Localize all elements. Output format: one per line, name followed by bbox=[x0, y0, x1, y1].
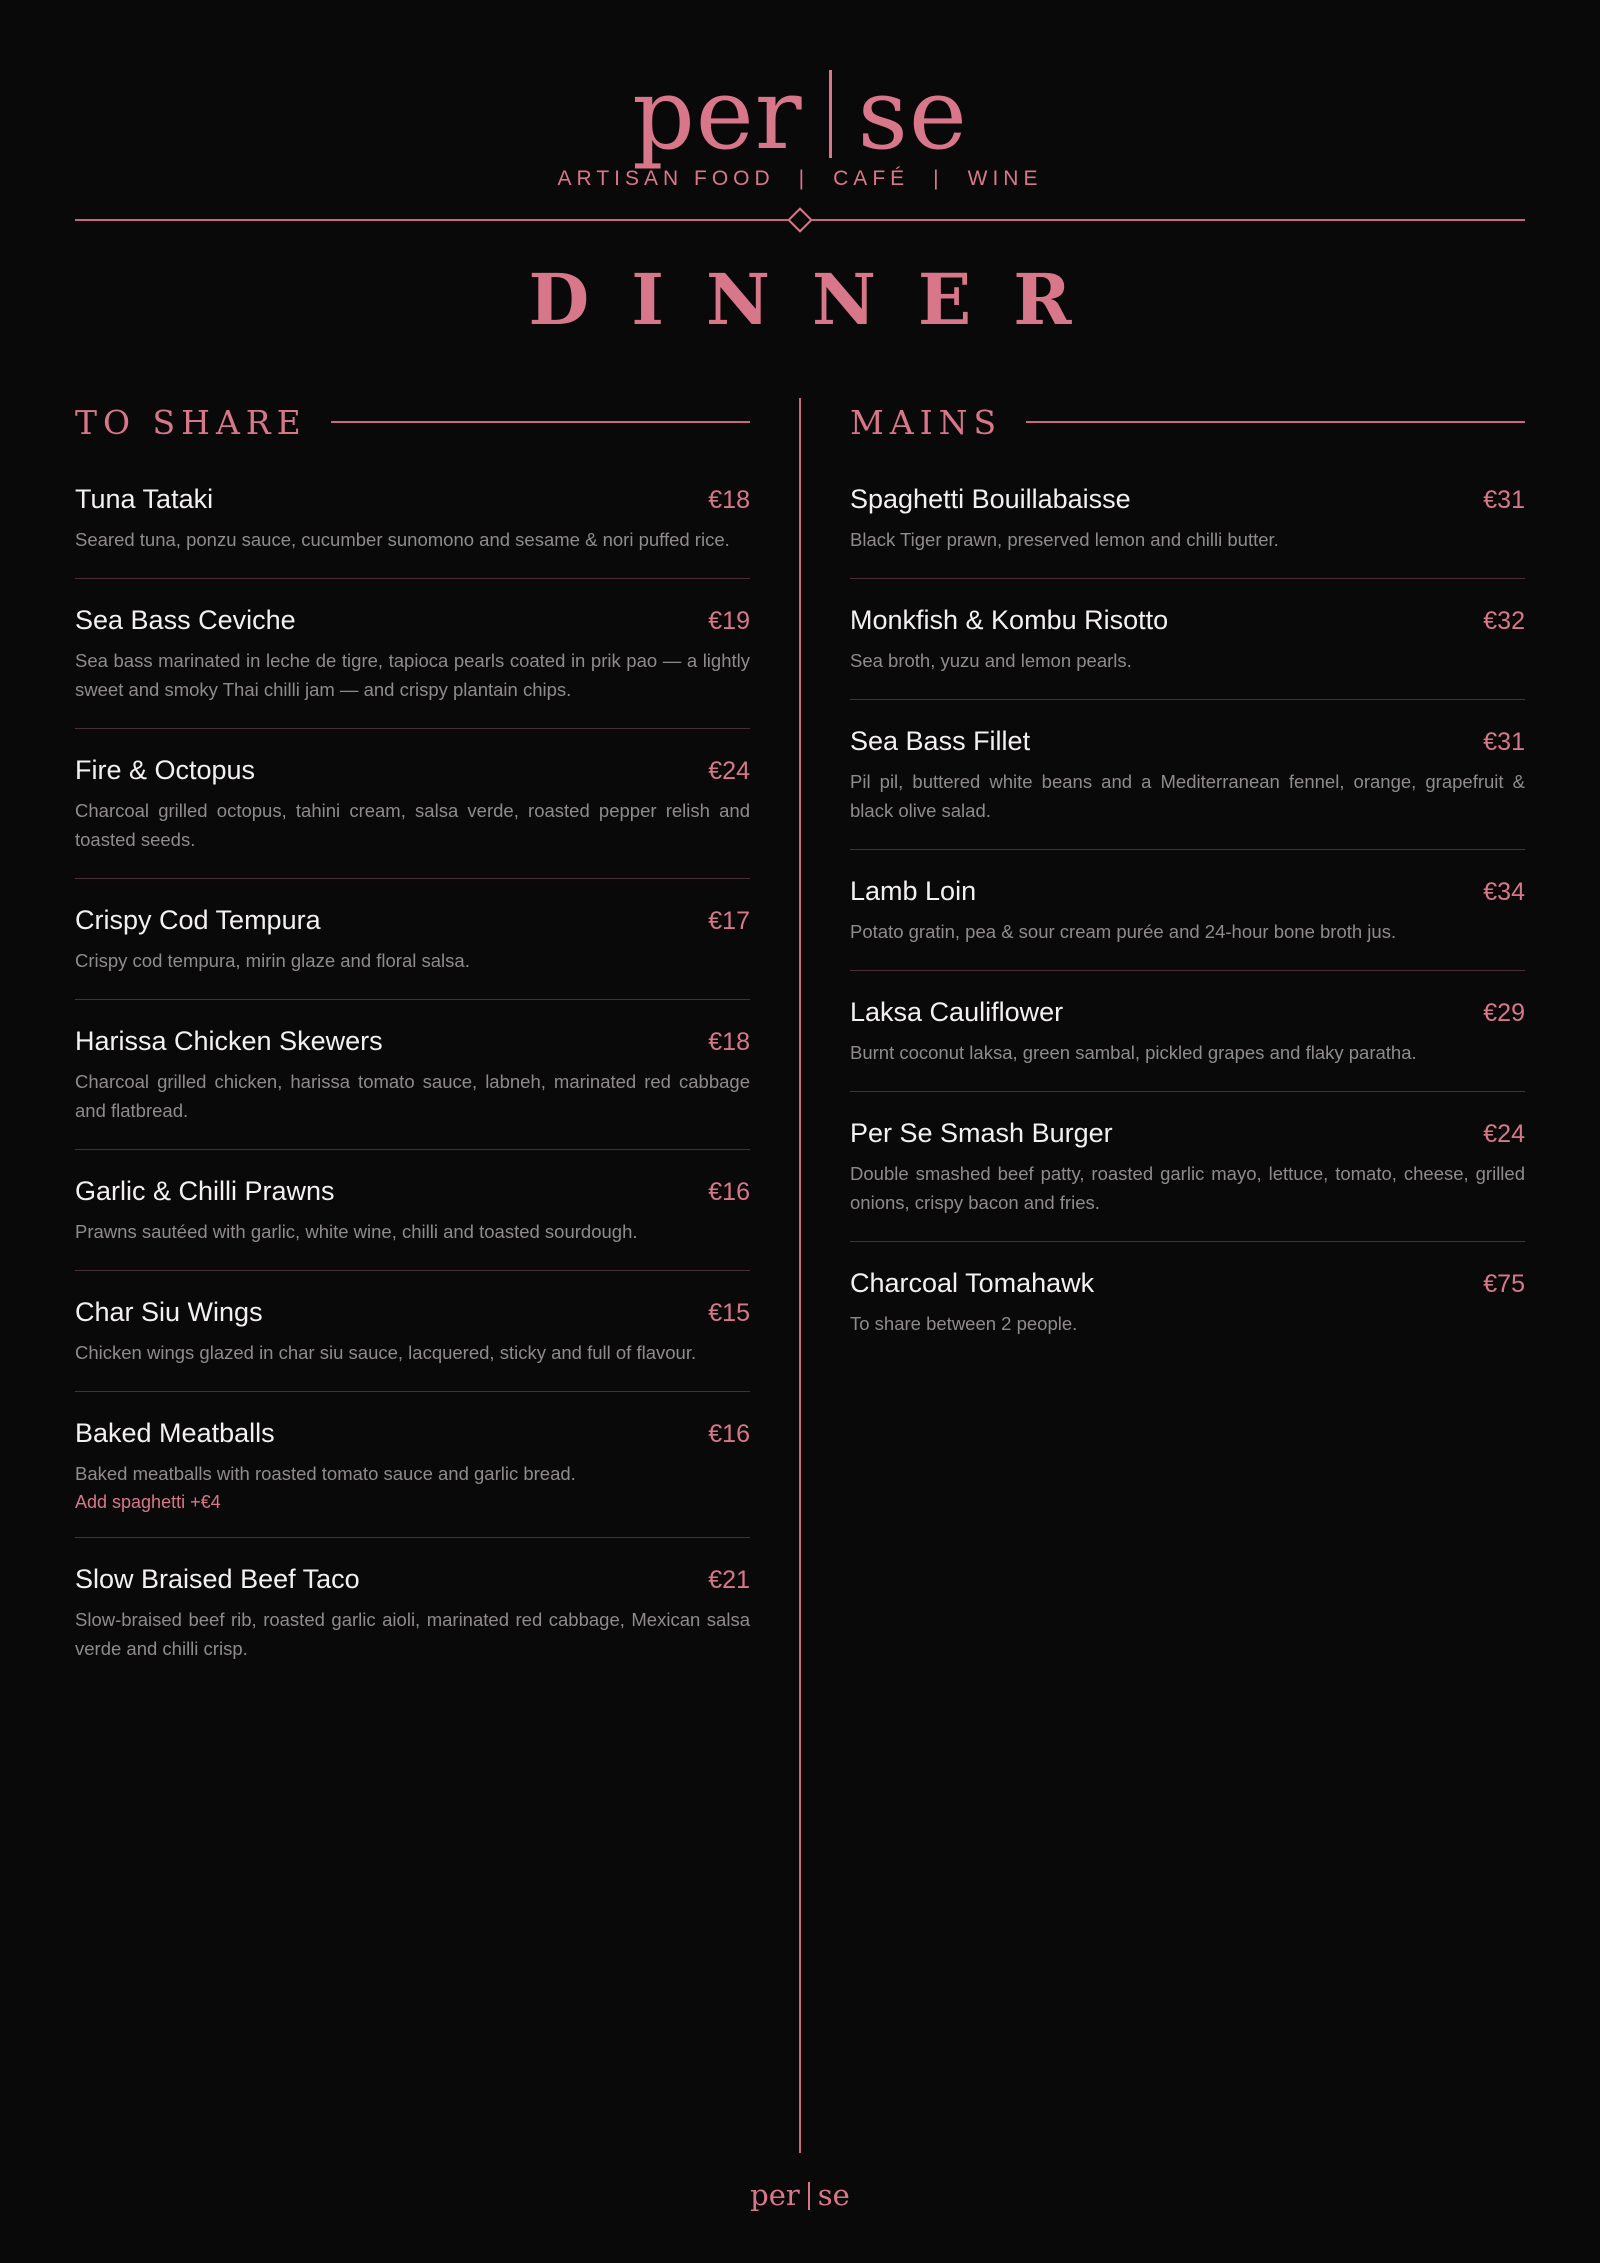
menu-item bbox=[850, 997, 1525, 1092]
footer-name-right: se bbox=[817, 2178, 850, 2212]
menu-item-addon: Add spaghetti +€4 bbox=[75, 1492, 221, 1512]
menu-item-price: €29 bbox=[1483, 999, 1525, 1027]
menu-item-header bbox=[850, 726, 1525, 757]
section-header bbox=[75, 400, 750, 444]
menu-item-name: Sea Bass Ceviche bbox=[75, 605, 296, 635]
menu-item-name: Lamb Loin bbox=[850, 876, 977, 906]
menu-item-header bbox=[850, 997, 1525, 1028]
menu-item-price: €17 bbox=[708, 907, 750, 935]
menu-item bbox=[75, 605, 750, 729]
menu-item-header bbox=[850, 484, 1525, 515]
menu-item-price: €34 bbox=[1483, 878, 1525, 906]
menu-item bbox=[850, 484, 1525, 579]
brand-name-right: se bbox=[857, 58, 968, 172]
menu-title: DINNER bbox=[528, 258, 1114, 341]
menu-item-header bbox=[850, 876, 1525, 907]
menu-item bbox=[75, 1176, 750, 1271]
footer-logo-divider bbox=[808, 2182, 810, 2210]
menu-item-header bbox=[75, 1564, 750, 1595]
menu-item-name: Fire & Octopus bbox=[75, 755, 256, 785]
menu-item bbox=[850, 726, 1525, 850]
menu-item-name: Crispy Cod Tempura bbox=[75, 905, 321, 935]
menu-item-description: Burnt coconut laksa, green sambal, pickled grapes and flaky paratha. bbox=[850, 1042, 1417, 1063]
menu-item-header bbox=[850, 1118, 1525, 1149]
menu-item-description: Sea broth, yuzu and lemon pearls. bbox=[850, 650, 1132, 671]
menu-item-price: €16 bbox=[708, 1178, 750, 1206]
menu-item bbox=[75, 484, 750, 579]
menu-item-description: Prawns sautéed with garlic, white wine, chilli and toasted sourdough. bbox=[75, 1221, 638, 1242]
menu-item bbox=[850, 1118, 1525, 1242]
menu-item-price: €31 bbox=[1483, 486, 1525, 514]
menu-item-price: €75 bbox=[1483, 1270, 1525, 1298]
menu-item-name: Harissa Chicken Skewers bbox=[75, 1026, 383, 1056]
menu-item-price: €24 bbox=[1483, 1120, 1525, 1148]
menu-item-header bbox=[75, 755, 750, 786]
to-share-items bbox=[75, 484, 750, 1687]
tagline-separator: | bbox=[798, 167, 810, 190]
to-share-section bbox=[75, 400, 750, 1713]
menu-item-header bbox=[850, 1268, 1525, 1299]
menu-item-name: Per Se Smash Burger bbox=[850, 1118, 1113, 1148]
tagline-cafe: CAFÉ bbox=[833, 167, 910, 190]
menu-item bbox=[75, 755, 750, 879]
menu-item bbox=[850, 605, 1525, 700]
footer-name-left: per bbox=[750, 2178, 800, 2212]
menu-item-header bbox=[75, 1176, 750, 1207]
menu-item-name: Slow Braised Beef Taco bbox=[75, 1564, 360, 1594]
section-header bbox=[850, 400, 1525, 444]
menu-item-description: Crispy cod tempura, mirin glaze and floral salsa. bbox=[75, 950, 470, 971]
menu-item bbox=[850, 1268, 1525, 1362]
menu-item-header bbox=[75, 1418, 750, 1449]
section-title-rule bbox=[1026, 421, 1525, 423]
menu-item-name: Tuna Tataki bbox=[75, 484, 214, 514]
tagline-wine: WINE bbox=[967, 167, 1043, 190]
mains-items bbox=[850, 484, 1525, 1362]
menu-item-price: €21 bbox=[708, 1566, 750, 1594]
menu-item-name: Baked Meatballs bbox=[75, 1418, 275, 1448]
menu-item-price: €15 bbox=[708, 1299, 750, 1327]
section-title-to-share: TO SHARE bbox=[75, 402, 307, 442]
menu-item-description: Black Tiger prawn, preserved lemon and chilli butter. bbox=[850, 529, 1279, 550]
menu-item-description: Sea bass marinated in leche de tigre, tapioca pearls coated in prik pao — a lightly sweet and smoky Thai chilli jam — and crispy plantain chips. bbox=[75, 650, 750, 700]
menu-item-header bbox=[75, 905, 750, 936]
brand-tagline bbox=[0, 167, 1600, 191]
mains-section bbox=[850, 400, 1525, 1388]
menu-item-description: Charcoal grilled chicken, harissa tomato sauce, labneh, marinated red cabbage and flatbread. bbox=[75, 1071, 750, 1121]
menu-item-description: Potato gratin, pea & sour cream purée and 24-hour bone broth jus. bbox=[850, 921, 1397, 942]
logo-divider bbox=[829, 70, 832, 158]
diamond-ornament-icon bbox=[787, 207, 812, 232]
menu-item-description: Pil pil, buttered white beans and a Mediterranean fennel, orange, grapefruit & black olive salad. bbox=[850, 771, 1525, 821]
menu-item-price: €19 bbox=[708, 607, 750, 635]
menu-item bbox=[850, 876, 1525, 971]
menu-item-description: To share between 2 people. bbox=[850, 1313, 1078, 1334]
menu-item-price: €32 bbox=[1483, 607, 1525, 635]
menu-item bbox=[75, 1297, 750, 1392]
menu-item-header bbox=[75, 484, 750, 515]
menu-item-header bbox=[75, 605, 750, 636]
menu-item-name: Sea Bass Fillet bbox=[850, 726, 1031, 756]
tagline-separator: | bbox=[933, 167, 944, 190]
footer-logo bbox=[0, 2178, 1600, 2212]
menu-item-description: Seared tuna, ponzu sauce, cucumber sunomono and sesame & nori puffed rice. bbox=[75, 529, 730, 550]
brand-logo bbox=[0, 55, 1600, 175]
menu-item-description: Baked meatballs with roasted tomato sauce and garlic bread. bbox=[75, 1463, 576, 1484]
menu-item-name: Char Siu Wings bbox=[75, 1297, 263, 1327]
section-title-rule bbox=[331, 421, 750, 423]
menu-item-name: Spaghetti Bouillabaisse bbox=[850, 484, 1131, 514]
section-title-mains: MAINS bbox=[850, 402, 1003, 442]
menu-item-name: Garlic & Chilli Prawns bbox=[75, 1176, 335, 1206]
menu-item-price: €18 bbox=[708, 1028, 750, 1056]
menu-item bbox=[75, 905, 750, 1000]
menu-item-name: Laksa Cauliflower bbox=[850, 997, 1064, 1027]
menu-item-description: Double smashed beef patty, roasted garlic mayo, lettuce, tomato, cheese, grilled onions, crispy bacon and fries. bbox=[850, 1163, 1525, 1213]
menu-item-description: Slow-braised beef rib, roasted garlic aioli, marinated red cabbage, Mexican salsa verde and chilli crisp. bbox=[75, 1609, 750, 1659]
menu-item-name: Monkfish & Kombu Risotto bbox=[850, 605, 1169, 635]
menu-item-header bbox=[850, 605, 1525, 636]
menu-item-name: Charcoal Tomahawk bbox=[850, 1268, 1095, 1298]
menu-item-price: €31 bbox=[1483, 728, 1525, 756]
menu-item bbox=[75, 1564, 750, 1687]
brand-name-left: per bbox=[632, 58, 803, 172]
column-divider bbox=[799, 398, 801, 2153]
menu-item-price: €16 bbox=[708, 1420, 750, 1448]
menu-item-description: Charcoal grilled octopus, tahini cream, salsa verde, roasted pepper relish and toasted seeds. bbox=[75, 800, 750, 850]
menu-item-price: €18 bbox=[708, 486, 750, 514]
tagline-artisan-food: ARTISAN FOOD bbox=[557, 167, 775, 190]
menu-item bbox=[75, 1418, 750, 1538]
menu-item bbox=[75, 1026, 750, 1150]
menu-item-description: Chicken wings glazed in char siu sauce, lacquered, sticky and full of flavour. bbox=[75, 1342, 697, 1363]
menu-item-header bbox=[75, 1297, 750, 1328]
menu-item-header bbox=[75, 1026, 750, 1057]
menu-item-price: €24 bbox=[708, 757, 750, 785]
